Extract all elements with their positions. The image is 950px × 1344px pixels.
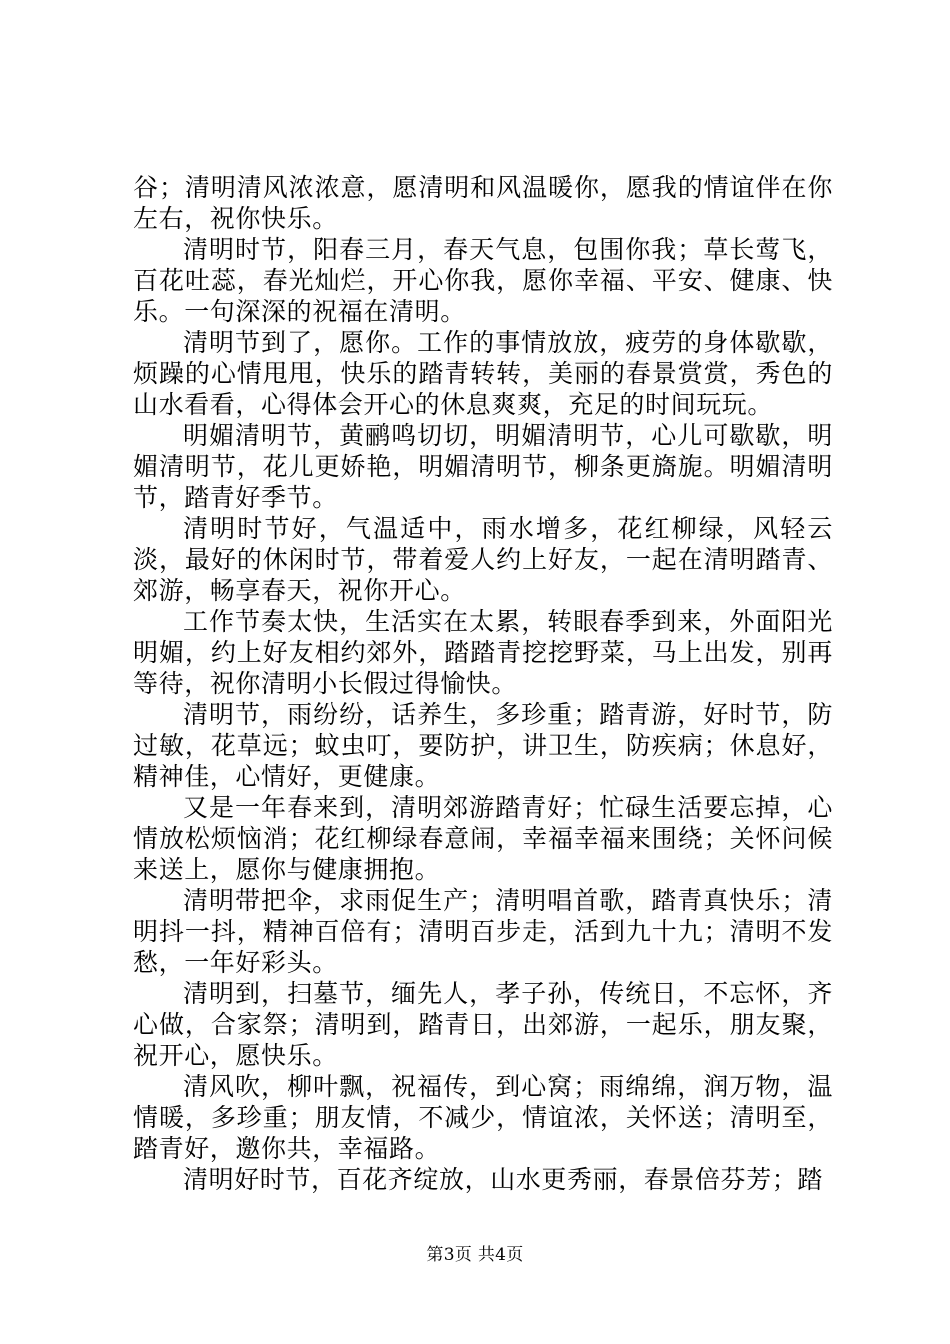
paragraph: 清明带把伞，求雨促生产；清明唱首歌，踏青真快乐；清明抖一抖，精神百倍有；清明百步走，活到九十九；清明不发愁，一年好彩头。 <box>133 886 833 977</box>
page-footer <box>0 1245 950 1265</box>
paragraph: 清明到，扫墓节，缅先人，孝子孙，传统日，不忘怀，齐心做，合家祭；清明到，踏青日，出郊游，一起乐，朋友聚，祝开心，愿快乐。 <box>133 979 833 1070</box>
paragraph: 清风吹，柳叶飘，祝福传，到心窝；雨绵绵，润万物，温情暖，多珍重；朋友情，不减少，情谊浓，关怀送；清明至，踏青好，邀你共，幸福路。 <box>133 1072 833 1163</box>
body-text <box>133 172 833 1195</box>
paragraph: 清明时节好，气温适中，雨水增多，花红柳绿，风轻云淡，最好的休闲时节，带着爱人约上好友，一起在清明踏青、郊游，畅享春天，祝你开心。 <box>133 514 833 605</box>
page-number: 第3页 共4页 <box>426 1245 524 1265</box>
paragraph: 清明节到了，愿你。工作的事情放放，疲劳的身体歇歇，烦躁的心情甩甩，快乐的踏青转转，美丽的春景赏赏，秀色的山水看看，心得体会开心的休息爽爽，充足的时间玩玩。 <box>133 328 833 419</box>
paragraph-continued: 谷；清明清风浓浓意，愿清明和风温暖你，愿我的情谊伴在你左右，祝你快乐。 <box>133 173 833 233</box>
paragraph: 清明好时节，百花齐绽放，山水更秀丽，春景倍芬芳；踏 <box>183 1165 824 1194</box>
paragraph: 工作节奏太快，生活实在太累，转眼春季到来，外面阳光明媚，约上好友相约郊外，踏踏青挖挖野菜，马上出发，别再等待，祝你清明小长假过得愉快。 <box>133 607 833 698</box>
paragraph: 清明节，雨纷纷，话养生，多珍重；踏青游，好时节，防过敏，花草远；蚊虫叮，要防护，讲卫生，防疾病；休息好，精神佳，心情好，更健康。 <box>133 700 833 791</box>
paragraph: 清明时节，阳春三月，春天气息，包围你我；草长莺飞，百花吐蕊，春光灿烂，开心你我，愿你幸福、平安、健康、快乐。一句深深的祝福在清明。 <box>133 235 833 326</box>
paragraph: 明媚清明节，黄鹂鸣切切，明媚清明节，心儿可歇歇，明媚清明节，花儿更娇艳，明媚清明节，柳条更旖旎。明媚清明节，踏青好季节。 <box>133 421 833 512</box>
paragraph: 又是一年春来到，清明郊游踏青好；忙碌生活要忘掉，心情放松烦恼消；花红柳绿春意闹，幸福幸福来围绕；关怀问候来送上，愿你与健康拥抱。 <box>133 793 833 884</box>
